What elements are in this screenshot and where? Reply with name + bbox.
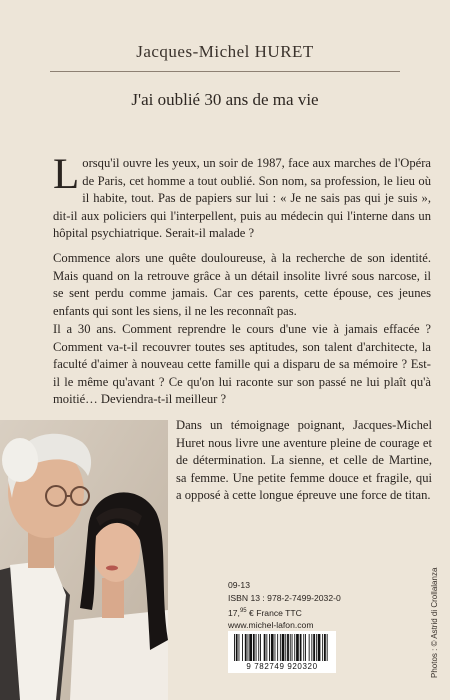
drop-cap: L [53, 151, 80, 198]
blurb-paragraph-4: Dans un témoignage poignant, Jacques-Michel Huret nous livre une aventure pleine de courage et de détermination. La sienne, et celle de Martine, sa femme. Une petite femme douce et fragile, qui a opposé à cette longue épreuve une force de titan. [176, 418, 432, 503]
title-divider [50, 71, 400, 72]
barcode-bars [228, 631, 336, 663]
blurb-paragraph-2: Commence alors une quête douloureuse, à la recherche de son identité. Mais quand on la retrouve grâce à un détail insolite livré sous narcose, il se sent perdu comme jamais. Car ces parents, cette épouse, ces jeunes enfants qui sont les siens, il ne les reconnaît pas. [53, 251, 431, 318]
photo-credit: Photos : © Astrid di Crollalanza [430, 567, 439, 678]
publication-info [228, 579, 341, 632]
blurb-paragraph-3: Il a 30 ans. Comment reprendre le cours d'une vie à jamais effacée ? Comment va-t-il recouvrer toutes ses aptitudes, son talent d'architecte, la faculté d'aimer à nouveau cette famille qui a disparu de sa mémoire ? Est-il le même qu'avant ? Ce qu'on lui raconte sur son passé ne lui plaît qu'à moitié… Deviendra-t-il meilleur ? [53, 322, 431, 407]
isbn-barcode [228, 631, 336, 673]
photo-credit-area [410, 420, 450, 690]
isbn: ISBN 13 : 978-2-7499-2032-0 [228, 592, 341, 603]
price-rest: € France TTC [246, 607, 302, 618]
price [228, 605, 338, 620]
author-name: Jacques-Michel HURET [136, 42, 314, 61]
barcode-number: 9 782749 920320 [246, 662, 318, 671]
price-main: 17, [228, 607, 240, 618]
publisher-website: www.michel-lafon.com [228, 620, 314, 631]
price-cents: 95 [239, 607, 247, 614]
blurb-paragraph-1 [53, 151, 431, 243]
author-couple-photo [0, 420, 168, 700]
blurb-paragraph-1-text: orsqu'il ouvre les yeux, un soir de 1987, face aux marches de l'Opéra de Paris, cet homme a tout oublié. Son nom, sa profession, le lieu où il habite, tout. Pas de papiers sur lui : « Je ne sais pas qui je suis », dit-il aux policiers qui l'interpellent, puis au médecin qui l'interne dans un hôpital psychiatrique. Serait-il malade ? [53, 156, 431, 241]
print-code: 09-13 [228, 580, 250, 590]
book-title: J'ai oublié 30 ans de ma vie [131, 90, 319, 109]
